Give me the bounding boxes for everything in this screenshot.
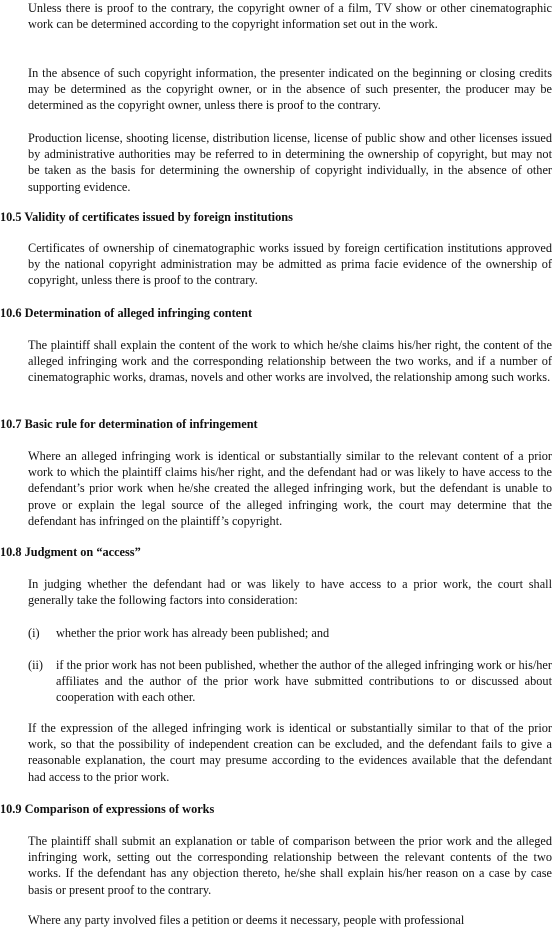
heading-10-9: 10.9 Comparison of expressions of works xyxy=(0,802,215,816)
paragraph-comparison-table: The plaintiff shall submit an explanation or table of comparison between the prior work and the alleged infringing work, setting out the corresponding relationship between the relevant contents of the two works. If the defendant has any objection thereto, he/she shall explain his/her reason on a case by case basis or present proof to the contrary. xyxy=(28,834,552,897)
list-item-ii xyxy=(0,657,554,706)
list-item-i-number: (i) xyxy=(28,626,40,640)
paragraph-absence-of-info: In the absence of such copyright information, the presenter indicated on the beginning or closing credits may be determined as the copyright owner, or in the absence of such presenter, the producer may be determined as the copyright owner, unless there is proof to the contrary. xyxy=(28,66,552,113)
paragraph-professional-people: Where any party involved files a petition or deems it necessary, people with professional xyxy=(28,913,465,927)
list-item-i xyxy=(0,625,554,641)
paragraph-foreign-certificates: Certificates of ownership of cinematographic works issued by foreign certification institutions approved by the national copyright administration may be admitted as prima facie evidence of the ownership of copyright, unless there is proof to the contrary. xyxy=(28,241,552,288)
list-item-i-text: whether the prior work has already been published; and xyxy=(56,626,330,640)
paragraph-access-factors: In judging whether the defendant had or was likely to have access to a prior work, the court shall generally take the following factors into consideration: xyxy=(28,577,552,608)
paragraph-alleged-content: The plaintiff shall explain the content of the work to which he/she claims his/her right, the content of the alleged infringing work and the corresponding relationship between the two works, and if a number of cinematographic works, dramas, novels and other works are involved, the relationship among such works. xyxy=(28,338,552,385)
paragraph-copyright-owner: Unless there is proof to the contrary, the copyright owner of a film, TV show or other cinematographic work can be determined according to the copyright information set out in the work. xyxy=(28,1,552,32)
heading-10-8: 10.8 Judgment on “access” xyxy=(0,545,141,559)
heading-10-7: 10.7 Basic rule for determination of infringement xyxy=(0,417,258,431)
list-item-ii-number: (ii) xyxy=(28,658,44,672)
heading-10-6: 10.6 Determination of alleged infringing content xyxy=(0,306,253,320)
list-item-ii-text: if the prior work has not been published, whether the author of the alleged infringing work or his/her affiliates and the author of the prior work have submitted contributions to or discussed about cooperation with each other. xyxy=(56,658,552,705)
paragraph-licenses: Production license, shooting license, distribution license, license of public show and other licenses issued by administrative authorities may be referred to in determining the ownership of copyright, but may not be taken as the basis for determining the ownership of copyright individually, in the absence of other supporting evidence. xyxy=(28,131,552,194)
paragraph-basic-rule: Where an alleged infringing work is identical or substantially similar to the relevant content of a prior work to which the plaintiff claims his/her right, and the defendant had or was likely to have access to the defendant’s prior work when he/she created the alleged infringing work, but the defendant is unable to prove or explain the legal source of the alleged infringing work, the court may determine that the defendant has infringed on the plaintiff’s copyright. xyxy=(28,449,552,528)
paragraph-presume-access: If the expression of the alleged infringing work is identical or substantially similar to that of the prior work, so that the possibility of independent creation can be excluded, and the defendant fails to give a reasonable explanation, the court may presume according to the evidences available that the defendant had access to the prior work. xyxy=(28,721,552,784)
heading-10-5: 10.5 Validity of certificates issued by foreign institutions xyxy=(0,210,293,224)
